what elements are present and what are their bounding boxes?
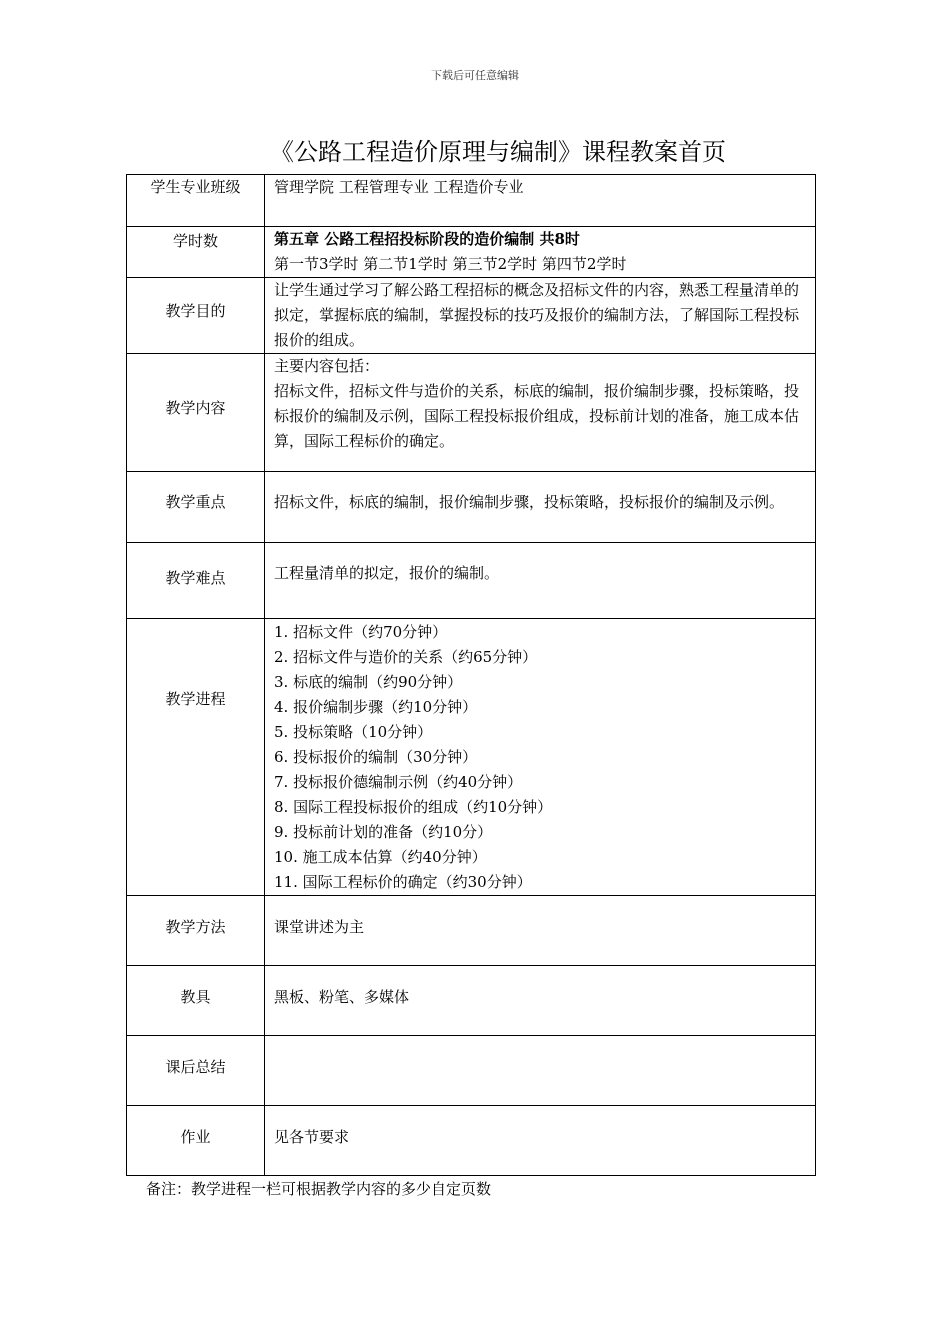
row-value-tools: 黑板、粉笔、多媒体	[265, 966, 816, 1036]
list-item: 9. 投标前计划的准备（约10分）	[274, 823, 493, 841]
row-label-content: 教学内容	[127, 354, 265, 472]
table-row	[127, 472, 816, 543]
row-value-content	[265, 354, 816, 472]
row-value-class: 管理学院 工程管理专业 工程造价专业	[265, 175, 816, 227]
list-item: 1. 招标文件（约70分钟）	[274, 623, 448, 641]
content-intro: 主要内容包括：	[274, 357, 380, 375]
table-row	[127, 354, 816, 472]
table-row	[127, 543, 816, 619]
table-row	[127, 278, 816, 354]
footnote: 备注：教学进程一栏可根据教学内容的多少自定页数	[146, 1180, 492, 1198]
row-value-hours	[265, 227, 816, 278]
row-value-progress	[265, 619, 816, 896]
list-item: 2. 招标文件与造价的关系（约65分钟）	[274, 648, 538, 666]
row-value-objective: 让学生通过学习了解公路工程招标的概念及招标文件的内容，熟悉工程量清单的拟定，掌握标底的编制，掌握投标的技巧及报价的编制方法，了解国际工程投标报价的组成。	[265, 278, 816, 354]
row-label-hours: 学时数	[127, 227, 265, 278]
list-item: 11. 国际工程标价的确定（约30分钟）	[274, 873, 532, 891]
chapter-line: 第五章 公路工程招投标阶段的造价编制 共8时	[274, 230, 580, 248]
page-title: 《公路工程造价原理与编制》课程教案首页	[270, 138, 726, 166]
table-row	[127, 896, 816, 966]
row-label-class: 学生专业班级	[127, 175, 265, 227]
table-row	[127, 1036, 816, 1106]
list-item: 8. 国际工程投标报价的组成（约10分钟）	[274, 798, 553, 816]
header-note: 下载后可任意编辑	[431, 69, 519, 82]
row-label-method: 教学方法	[127, 896, 265, 966]
table-row	[127, 175, 816, 227]
list-item: 4. 报价编制步骤（约10分钟）	[274, 698, 478, 716]
content-text: 招标文件，招标文件与造价的关系，标底的编制，报价编制步骤，投标策略，投标报价的编制及示例，国际工程投标报价组成，投标前计划的准备，施工成本估算，国际工程标价的确定。	[274, 382, 800, 450]
list-item: 7. 投标报价德编制示例（约40分钟）	[274, 773, 523, 791]
list-item: 6. 投标报价的编制（30分钟）	[274, 748, 478, 766]
row-value-method: 课堂讲述为主	[265, 896, 816, 966]
list-item: 10. 施工成本估算（约40分钟）	[274, 848, 487, 866]
row-label-summary: 课后总结	[127, 1036, 265, 1106]
row-label-difficulties: 教学难点	[127, 543, 265, 619]
row-label-homework: 作业	[127, 1106, 265, 1176]
row-label-objective: 教学目的	[127, 278, 265, 354]
row-label-progress: 教学进程	[127, 619, 265, 896]
table-row	[127, 966, 816, 1036]
table-row	[127, 227, 816, 278]
table-row	[127, 619, 816, 896]
sections-line: 第一节3学时 第二节1学时 第三节2学时 第四节2学时	[274, 255, 627, 273]
list-item: 3. 标底的编制（约90分钟）	[274, 673, 463, 691]
row-value-key-points: 招标文件，标底的编制，报价编制步骤，投标策略，投标报价的编制及示例。	[265, 472, 816, 543]
list-item: 5. 投标策略（10分钟）	[274, 723, 433, 741]
lesson-plan-table	[126, 174, 816, 1176]
row-label-tools: 教具	[127, 966, 265, 1036]
row-value-homework: 见各节要求	[265, 1106, 816, 1176]
row-label-key-points: 教学重点	[127, 472, 265, 543]
row-value-difficulties: 工程量清单的拟定，报价的编制。	[265, 543, 816, 619]
table-row	[127, 1106, 816, 1176]
row-value-summary	[265, 1036, 816, 1106]
